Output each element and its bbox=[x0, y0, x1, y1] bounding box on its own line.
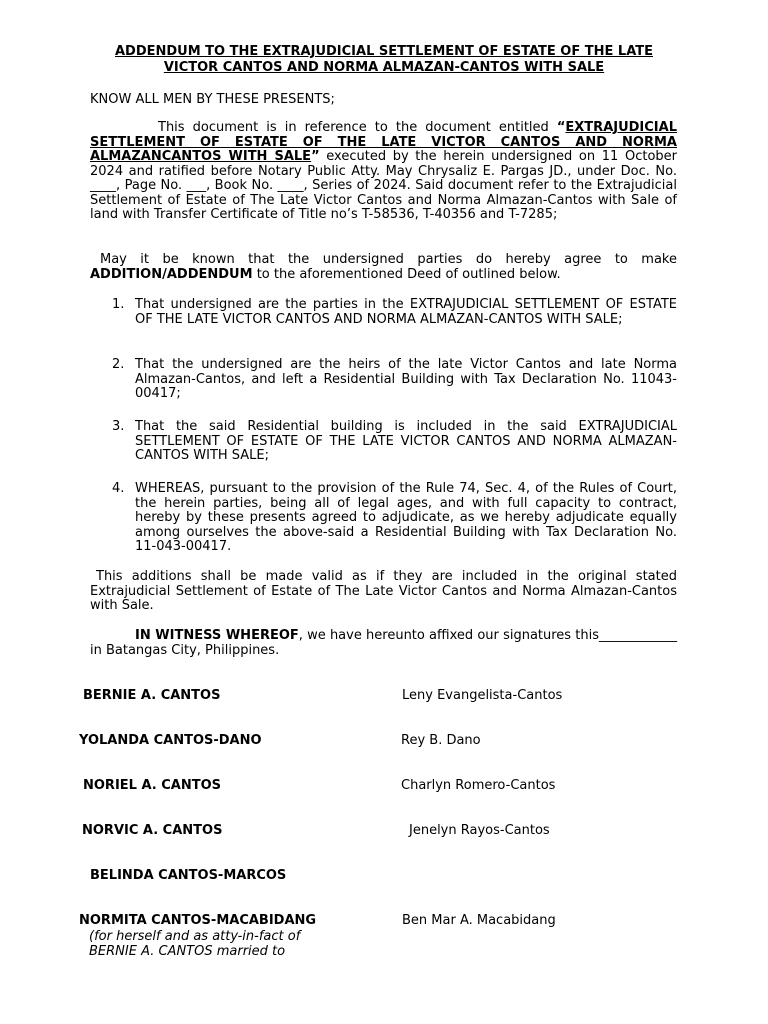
salutation: KNOW ALL MEN BY THESE PRESENTS; bbox=[90, 92, 335, 107]
quote-open: “ bbox=[556, 120, 566, 135]
list-item bbox=[112, 298, 677, 327]
note-line-1: (for herself and as atty-in-fact of bbox=[89, 929, 301, 944]
list-item bbox=[112, 358, 677, 402]
spouse-name: Jenelyn Rayos-Cantos bbox=[409, 823, 550, 838]
heir-name: YOLANDA CANTOS-DANO bbox=[79, 733, 262, 748]
spouse-name: Leny Evangelista-Cantos bbox=[402, 688, 563, 703]
document-title bbox=[80, 44, 688, 76]
list-number: 2. bbox=[112, 357, 125, 372]
witness-paragraph bbox=[90, 629, 677, 658]
heir-name: NORVIC A. CANTOS bbox=[82, 823, 223, 838]
heir-name: BERNIE A. CANTOS bbox=[83, 688, 221, 703]
spouse-name: Rey B. Dano bbox=[401, 733, 481, 748]
list-text: That the undersigned are the heirs of the late Victor Cantos and late Norma Almazan-Cantos, and left a Residential Building with Tax Declaration No. 11043-00417; bbox=[135, 357, 677, 401]
list-text: That the said Residential building is included in the said EXTRAJUDICIAL SETTLEMENT OF ESTATE OF THE LATE VICTOR CANTOS AND NORMA ALMAZAN-CANTOS WITH SALE; bbox=[135, 419, 677, 463]
attorney-in-fact-note bbox=[89, 929, 300, 959]
heir-name: BELINDA CANTOS-MARCOS bbox=[90, 868, 287, 883]
referenced-document-title: EXTRAJUDICIAL SETTLEMENT OF ESTATE OF THE LATE VICTOR CANTOS AND NORMA ALMAZANCANTOS WITH SALE bbox=[90, 120, 677, 164]
addendum-paragraph bbox=[90, 253, 677, 282]
title-line-1: ADDENDUM TO THE EXTRAJUDICIAL SETTLEMENT OF ESTATE OF THE LATE bbox=[114, 44, 654, 59]
reference-paragraph bbox=[90, 121, 677, 223]
quote-close: ” bbox=[311, 149, 320, 164]
heir-name: NORIEL A. CANTOS bbox=[83, 778, 221, 793]
addendum-bold: ADDITION/ADDENDUM bbox=[90, 266, 253, 282]
validity-paragraph: This additions shall be made valid as if they are included in the original stated Extrajudicial Settlement of Estate of The Late Victor Cantos and Norma Almazan-Cantos with Sale. bbox=[90, 569, 677, 613]
heir-name: NORMITA CANTOS-MACABIDANG bbox=[79, 913, 317, 928]
title-line-2: VICTOR CANTOS AND NORMA ALMAZAN-CANTOS WITH SALE bbox=[163, 60, 605, 75]
reference-rest: executed by the herein undersigned on 11 October 2024 and ratified before Notary Public Atty. May Chrysaliz E. Pargas JD., under Doc. No. ____, Page No. ___, Book No. ____, Series of 2024. Said document refer to the Extrajudicial Settlement of Estate of The Late Victor Cantos and Norma Almazan-Cantos with Sale of land with Transfer Certificate of Title no’s T-58536, T-40356 and T-7285; bbox=[90, 149, 677, 222]
spouse-name: Ben Mar A. Macabidang bbox=[402, 913, 556, 928]
list-item bbox=[112, 482, 677, 555]
spouse-name: Charlyn Romero-Cantos bbox=[401, 778, 556, 793]
list-number: 1. bbox=[112, 297, 125, 312]
list-text: That undersigned are the parties in the EXTRAJUDICIAL SETTLEMENT OF ESTATE OF THE LATE VICTOR CANTOS AND NORMA ALMAZAN-CANTOS WITH SALE; bbox=[135, 297, 677, 327]
addendum-rest: to the aforementioned Deed of outlined below. bbox=[252, 266, 561, 282]
list-item bbox=[112, 420, 677, 464]
reference-lead: This document is in reference to the document entitled bbox=[158, 120, 557, 135]
list-number: 4. bbox=[112, 481, 125, 496]
list-text: WHEREAS, pursuant to the provision of the Rule 74, Sec. 4, of the Rules of Court, the herein parties, being all of legal ages, and with full capacity to contract, hereby by these presents agreed to adjudicate, as we hereby adjudicate equally among ourselves the above-said a Residential Building with Tax Declaration No. 11-043-00417. bbox=[135, 481, 677, 554]
note-line-2: BERNIE A. CANTOS married to bbox=[89, 944, 286, 959]
witness-rest: , we have hereunto affixed our signatures this____________ in Batangas City, Philippines. bbox=[90, 628, 677, 658]
addendum-lead: May it be known that the undersigned parties do hereby agree to make bbox=[100, 252, 677, 267]
list-number: 3. bbox=[112, 419, 125, 434]
witness-bold: IN WITNESS WHEREOF bbox=[135, 628, 299, 643]
